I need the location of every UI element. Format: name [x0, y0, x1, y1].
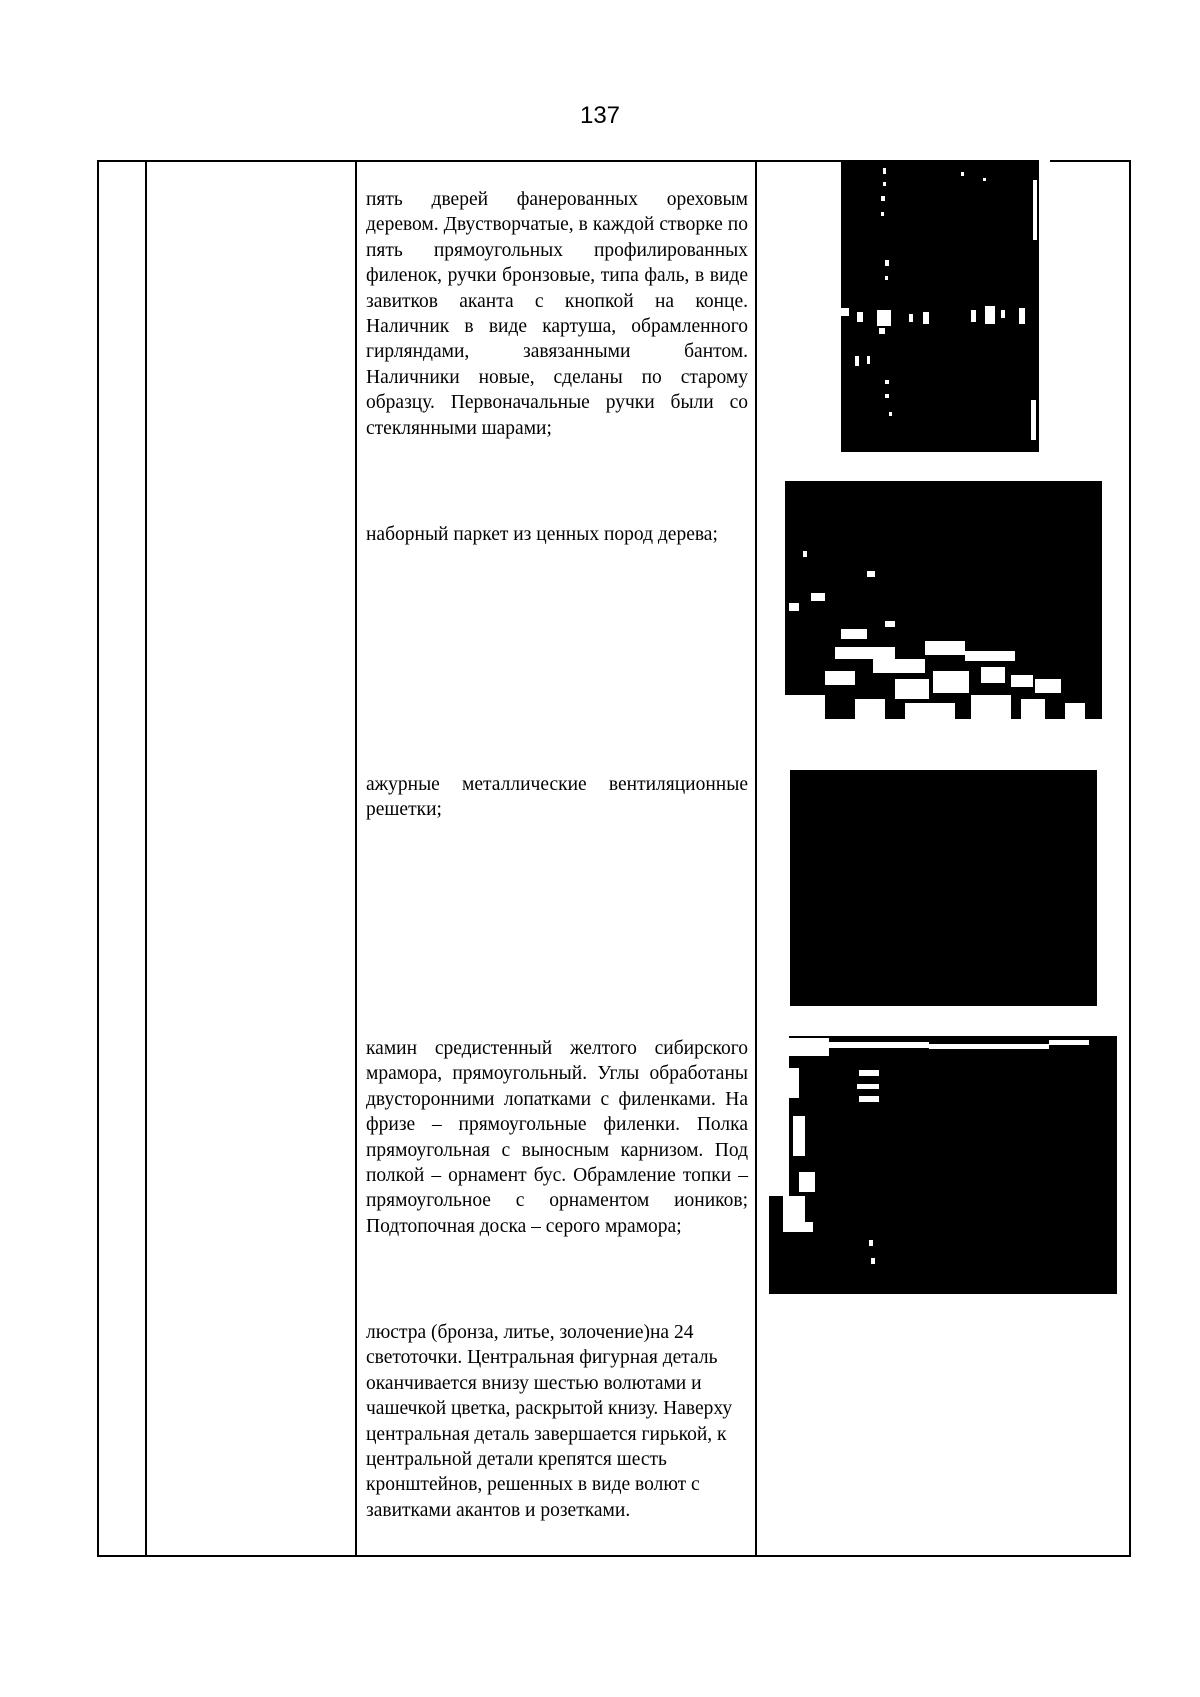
column-divider-3 [755, 162, 757, 1555]
column-divider-2 [355, 162, 357, 1555]
page-number: 137 [579, 102, 621, 129]
column-divider-1 [145, 162, 147, 1555]
ventilation-grilles-description: ажурные металлические вентиляционные решетки; [366, 774, 748, 821]
parquet-photo [785, 481, 1102, 719]
ventilation-grille-photo [790, 770, 1097, 1006]
parquet-description: наборный паркет из ценных пород дерева; [366, 524, 718, 545]
fireplace-description: камин средистенный желтого сибирского мрамора, прямоугольный. Углы обработаны двусторонними лопатками с филенками. На фризе – прямоугольные филенки. Полка прямоугольная с выносным карнизом. Под полкой – орнамент бус. Обрамление топки – прямоугольное с орнаментом иоников; Подтопочная доска – серого мрамора; [366, 1038, 748, 1237]
doors-description: пять дверей фанерованных ореховым деревом. Двустворчатые, в каждой створке по пять прямоугольных профилированных филенок, ручки бронзовые, типа фаль, в виде завитков аканта с кнопкой на конце. Наличник в виде картуша, обрамленного гирляндами, завязанными бантом. Наличники новые, сделаны по старому образцу. Первоначальные ручки были со стеклянными шарами; [366, 189, 748, 439]
doors-photo [841, 160, 1050, 452]
fireplace-photo [769, 1032, 1117, 1294]
chandelier-description: люстра (бронза, литье, золочение)на 24 светоточки. Центральная фигурная деталь оканчивается внизу шестью волютами и чашечкой цветка, раскрытой книзу. Наверху центральная деталь завершается гирькой, к центральной детали крепятся шесть кронштейнов, решенных в виде волют с завитками акантов и розетками. [366, 1322, 733, 1521]
